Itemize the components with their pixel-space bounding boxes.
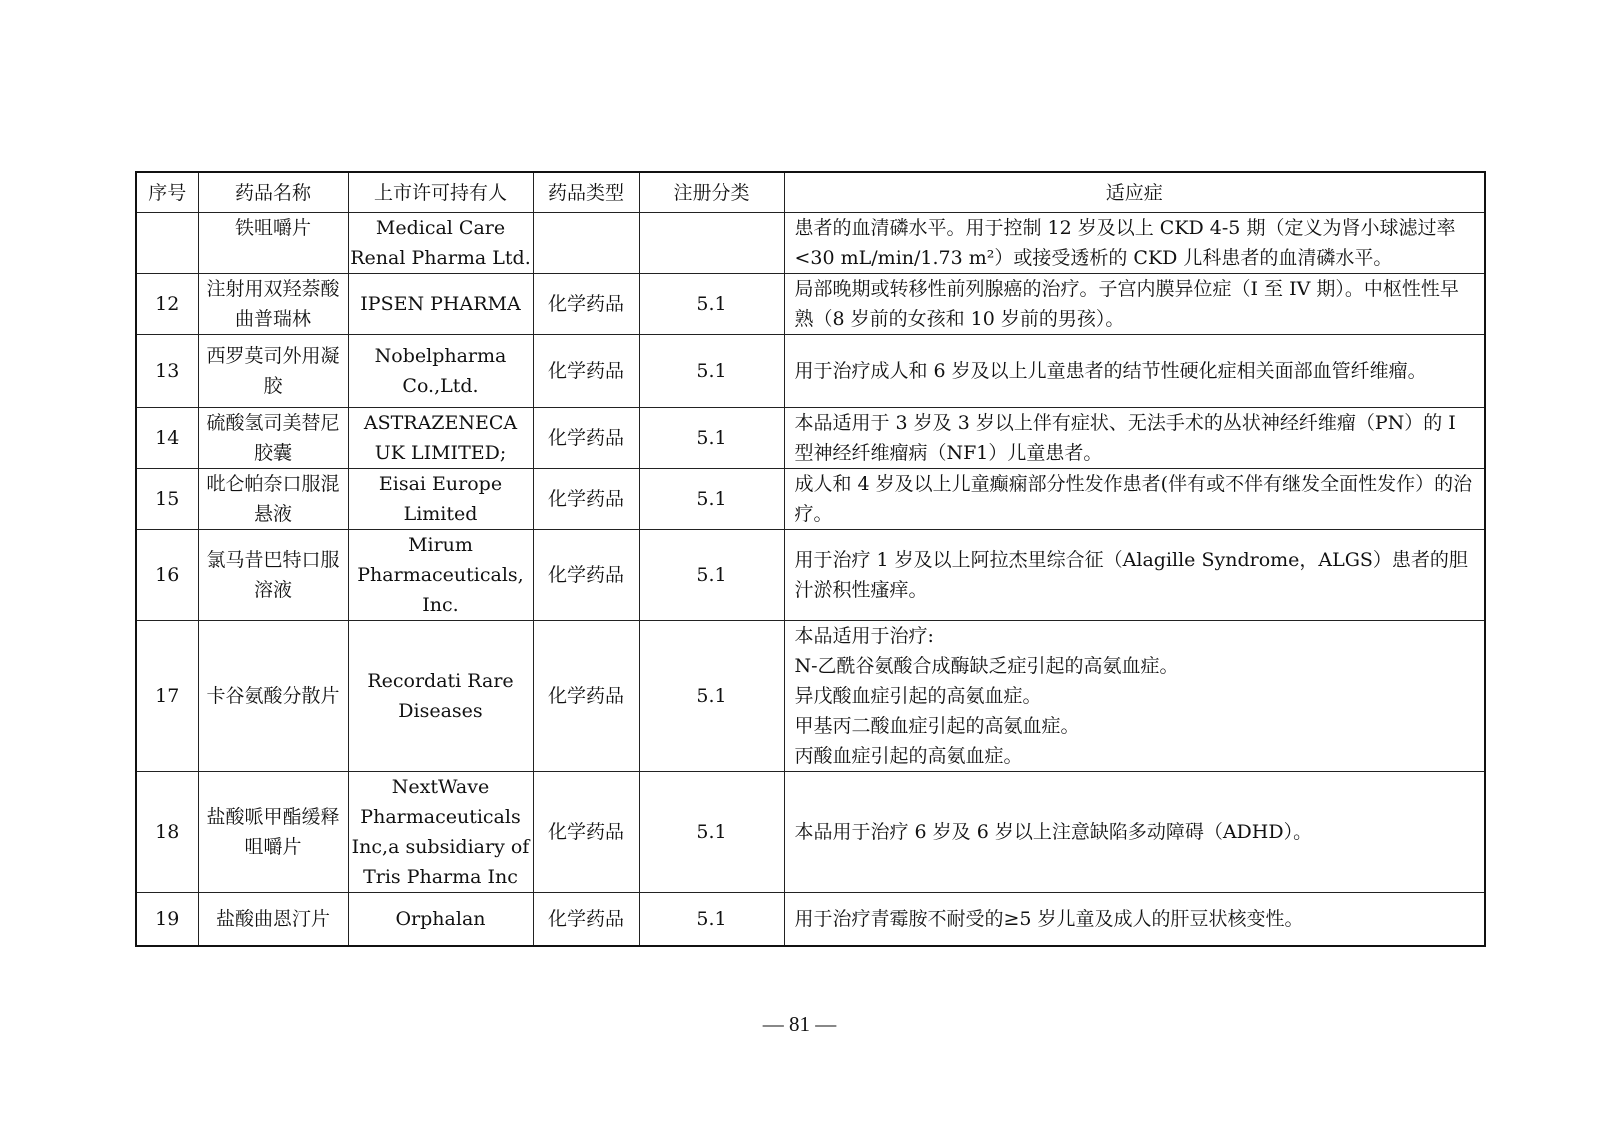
indication-line: 异戊酸血症引起的高氨血症。 — [794, 685, 1042, 707]
indication-line: N-乙酰谷氨酸合成酶缺乏症引起的高氨血症。 — [794, 655, 1179, 677]
page-number: — 81 — — [762, 1012, 837, 1036]
cell-indication — [784, 530, 1485, 621]
cell-no — [136, 213, 198, 274]
cell-indication — [784, 772, 1485, 893]
cell-holder: Orphalan — [348, 893, 533, 946]
cell-indication — [784, 335, 1485, 408]
cell-drug-type — [533, 213, 639, 274]
cell-registration-class: 5.1 — [639, 772, 784, 893]
indication-line: 成人和 4 岁及以上儿童癫痫部分性发作患者(伴有或不伴有继发全面性发作）的治疗。 — [794, 473, 1473, 525]
table-row — [136, 213, 1485, 274]
table-row — [136, 274, 1485, 335]
indication-line: 患者的血清磷水平。用于控制 12 岁及以上 CKD 4-5 期（定义为肾小球滤过率<30 mL/min/1.73 m²）或接受透析的 CKD 儿科患者的血清磷水平。 — [794, 217, 1456, 269]
cell-no: 14 — [136, 408, 198, 469]
cell-no: 17 — [136, 621, 198, 772]
table-header-row — [136, 172, 1485, 213]
cell-no: 16 — [136, 530, 198, 621]
cell-no: 13 — [136, 335, 198, 408]
cell-holder: Recordati Rare Diseases — [348, 621, 533, 772]
cell-drug-name: 氯马昔巴特口服溶液 — [198, 530, 348, 621]
cell-holder: Nobelpharma Co.,Ltd. — [348, 335, 533, 408]
cell-holder: Mirum Pharmaceuticals, Inc. — [348, 530, 533, 621]
cell-drug-type: 化学药品 — [533, 469, 639, 530]
header-registration-class: 注册分类 — [639, 172, 784, 213]
cell-drug-type: 化学药品 — [533, 772, 639, 893]
cell-drug-name: 西罗莫司外用凝胶 — [198, 335, 348, 408]
indication-line: 局部晚期或转移性前列腺癌的治疗。子宫内膜异位症（I 至 IV 期）。中枢性性早熟（8 岁前的女孩和 10 岁前的男孩）。 — [794, 278, 1459, 330]
cell-drug-name: 卡谷氨酸分散片 — [198, 621, 348, 772]
cell-indication — [784, 408, 1485, 469]
cell-indication — [784, 274, 1485, 335]
cell-drug-type: 化学药品 — [533, 621, 639, 772]
indication-line: 用于治疗成人和 6 岁及以上儿童患者的结节性硬化症相关面部血管纤维瘤。 — [794, 360, 1427, 382]
cell-drug-name: 硫酸氢司美替尼胶囊 — [198, 408, 348, 469]
header-indication: 适应症 — [784, 172, 1485, 213]
table-row — [136, 621, 1485, 772]
table-row — [136, 772, 1485, 893]
cell-drug-name: 注射用双羟萘酸曲普瑞林 — [198, 274, 348, 335]
indication-line: 甲基丙二酸血症引起的高氨血症。 — [794, 715, 1080, 737]
indication-line: 用于治疗 1 岁及以上阿拉杰里综合征（Alagille Syndrome，ALGS）患者的胆汁淤积性瘙痒。 — [794, 549, 1468, 601]
cell-no: 19 — [136, 893, 198, 946]
cell-registration-class: 5.1 — [639, 530, 784, 621]
cell-registration-class: 5.1 — [639, 621, 784, 772]
table-row — [136, 469, 1485, 530]
cell-holder: Eisai Europe Limited — [348, 469, 533, 530]
cell-no: 15 — [136, 469, 198, 530]
indication-line: 本品适用于 3 岁及 3 岁以上伴有症状、无法手术的丛状神经纤维瘤（PN）的 I 型神经纤维瘤病（NF1）儿童患者。 — [794, 412, 1456, 464]
cell-drug-type: 化学药品 — [533, 530, 639, 621]
table-row — [136, 408, 1485, 469]
table-row — [136, 893, 1485, 946]
header-no: 序号 — [136, 172, 198, 213]
cell-indication — [784, 621, 1485, 772]
cell-holder: IPSEN PHARMA — [348, 274, 533, 335]
cell-registration-class: 5.1 — [639, 893, 784, 946]
cell-indication — [784, 893, 1485, 946]
cell-no: 18 — [136, 772, 198, 893]
indication-line: 用于治疗青霉胺不耐受的≥5 岁儿童及成人的肝豆状核变性。 — [794, 907, 1304, 930]
cell-drug-name: 吡仑帕奈口服混悬液 — [198, 469, 348, 530]
cell-drug-name: 盐酸哌甲酯缓释咀嚼片 — [198, 772, 348, 893]
indication-line: 丙酸血症引起的高氨血症。 — [794, 745, 1023, 767]
cell-registration-class: 5.1 — [639, 408, 784, 469]
cell-drug-type: 化学药品 — [533, 335, 639, 408]
cell-holder: Medical Care Renal Pharma Ltd. — [348, 213, 533, 274]
cell-indication — [784, 469, 1485, 530]
drug-table-container — [135, 171, 1484, 947]
indication-line: 本品适用于治疗: — [794, 625, 934, 647]
indication-line: 本品用于治疗 6 岁及 6 岁以上注意缺陷多动障碍（ADHD）。 — [794, 821, 1313, 843]
header-holder: 上市许可持有人 — [348, 172, 533, 213]
cell-drug-name: 铁咀嚼片 — [198, 213, 348, 274]
cell-registration-class — [639, 213, 784, 274]
header-drug-name: 药品名称 — [198, 172, 348, 213]
table-row — [136, 335, 1485, 408]
cell-drug-name: 盐酸曲恩汀片 — [198, 893, 348, 946]
cell-registration-class: 5.1 — [639, 469, 784, 530]
cell-holder: ASTRAZENECA UK LIMITED; — [348, 408, 533, 469]
cell-no: 12 — [136, 274, 198, 335]
table-row — [136, 530, 1485, 621]
header-drug-type: 药品类型 — [533, 172, 639, 213]
cell-drug-type: 化学药品 — [533, 893, 639, 946]
cell-holder: NextWave Pharmaceuticals Inc,a subsidiary of Tris Pharma Inc — [348, 772, 533, 893]
cell-indication — [784, 213, 1485, 274]
cell-drug-type: 化学药品 — [533, 408, 639, 469]
cell-registration-class: 5.1 — [639, 274, 784, 335]
drug-table — [135, 171, 1486, 947]
cell-drug-type: 化学药品 — [533, 274, 639, 335]
cell-registration-class: 5.1 — [639, 335, 784, 408]
